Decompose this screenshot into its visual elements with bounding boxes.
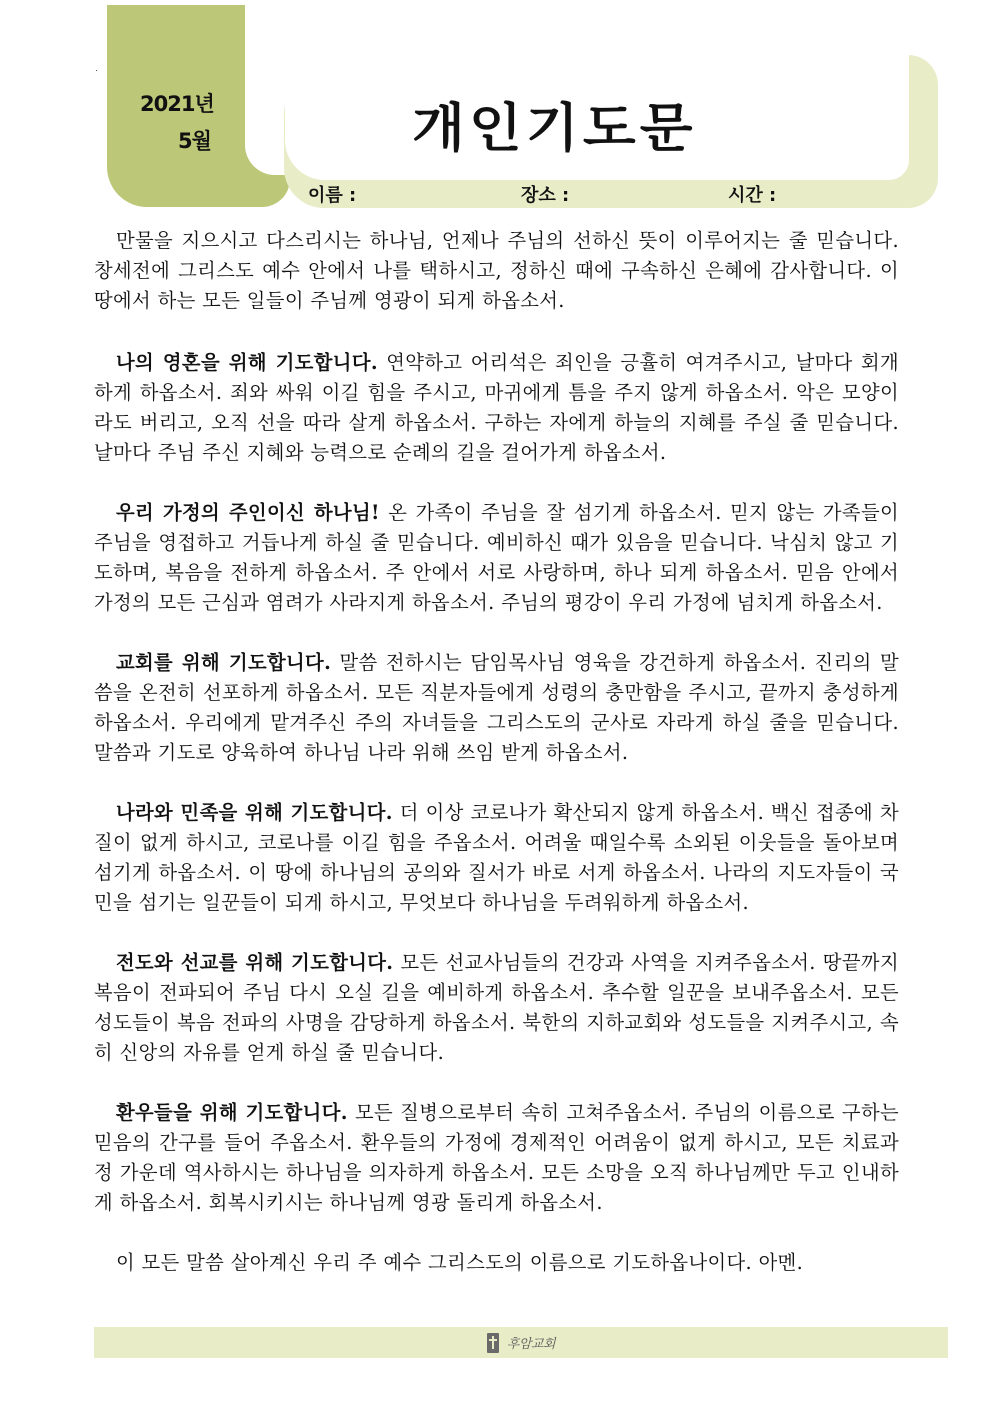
page-title: 개인기도문 bbox=[412, 99, 697, 159]
prayer-section-family: 우리 가정의 주인이신 하나님! 온 가족이 주님을 잘 섬기게 하옵소서. 믿지 않는 가족들이 주님을 영접하고 거듭나게 하실 줄 믿습니다. 예비하신 때가 있음을 믿습니다. 낙심치 않고 기도하며, 복음을 전하게 하옵소서. 주 안에서 서로 사랑하며, 하나 되게 하옵소서. 믿음 안에서 가정의 모든 근심과 염려가 사라지게 하옵소서. 주님의 평강이 우리 가정에 넘치게 하옵소서. bbox=[94, 501, 899, 614]
stray-dot bbox=[96, 70, 97, 71]
section-heading: 교회를 위해 기도합니다. bbox=[116, 651, 332, 674]
name-field-label: 이름 : bbox=[308, 185, 357, 206]
prayer-section-patients: 환우들을 위해 기도합니다. 모든 질병으로부터 속히 고쳐주옵소서. 주님의 이름으로 구하는 믿음의 간구를 들어 주옵소서. 환우들의 가정에 경제적인 어려움이 없게 하시고, 모든 치료과정 가운데 역사하시는 하나님을 의자하게 하옵소서. 모든 소망을 오직 하나님께만 두고 인내하게 하옵소서. 회복시키시는 하나님께 영광 돌리게 하옵소서. bbox=[94, 1101, 899, 1214]
prayer-section-nation: 나라와 민족을 위해 기도합니다. 더 이상 코로나가 확산되지 않게 하옵소서. 백신 접종에 차질이 없게 하시고, 코로나를 이길 힘을 주옵소서. 어려울 때일수록 소외된 이웃들을 돌아보며 섬기게 하옵소서. 이 땅에 하나님의 공의와 질서가 바로 서게 하옵소서. 나라의 지도자들이 국민을 섬기는 일꾼들이 되게 하시고, 무엇보다 하나님을 두려워하게 하옵소서. bbox=[94, 801, 899, 914]
prayer-section-mission: 전도와 선교를 위해 기도합니다. 모든 선교사님들의 건강과 사역을 지켜주옵소서. 땅끝까지 복음이 전파되어 주님 다시 오실 길을 예비하게 하옵소서. 추수할 일꾼을 보내주옵소서. 모든 성도들이 복음 전파의 사명을 감당하게 하옵소서. 북한의 지하교회와 성도들을 지켜주시고, 속히 신앙의 자유를 얻게 하실 줄 믿습니다. bbox=[94, 951, 899, 1064]
section-heading: 나라와 민족을 위해 기도합니다. bbox=[116, 801, 393, 824]
place-field-label: 장소 : bbox=[521, 185, 570, 206]
prayer-closing: 이 모든 말씀 살아계신 우리 주 예수 그리스도의 이름으로 기도하옵나이다. 아멘. bbox=[116, 1251, 804, 1274]
section-heading: 우리 가정의 주인이신 하나님! bbox=[116, 501, 380, 524]
footer-bar bbox=[94, 1327, 948, 1358]
time-field-label: 시간 : bbox=[728, 185, 777, 206]
section-heading: 환우들을 위해 기도합니다. bbox=[116, 1101, 348, 1124]
prayer-section-church: 교회를 위해 기도합니다. 말씀 전하시는 담임목사님 영육을 강건하게 하옵소서. 진리의 말씀을 온전히 선포하게 하옵소서. 모든 직분자들에게 성령의 충만함을 주시고, 끝까지 충성하게 하옵소서. 우리에게 맡겨주신 주의 자녀들을 그리스도의 군사로 자라게 하실 줄을 믿습니다. 말씀과 기도로 양육하여 하나님 나라 위해 쓰임 받게 하옵소서. bbox=[94, 651, 899, 764]
header-year: 2021년 bbox=[140, 92, 214, 116]
prayer-section-soul: 나의 영혼을 위해 기도합니다. 연약하고 어리석은 죄인을 긍휼히 여겨주시고, 날마다 회개하게 하옵소서. 죄와 싸워 이길 힘을 주시고, 마귀에게 틈을 주지 않게 하옵소서. 악은 모양이라도 버리고, 오직 선을 따라 살게 하옵소서. 구하는 자에게 하늘의 지혜를 주실 줄 믿습니다. 날마다 주님 주신 지혜와 능력으로 순례의 길을 걸어가게 하옵소서. bbox=[94, 351, 899, 464]
section-heading: 나의 영혼을 위해 기도합니다. bbox=[116, 351, 378, 374]
section-heading: 전도와 선교를 위해 기도합니다. bbox=[116, 951, 394, 974]
church-logo-text: 후암교회 bbox=[506, 1337, 556, 1352]
prayer-body bbox=[94, 226, 899, 1308]
prayer-intro: 만물을 지으시고 다스리시는 하나님, 언제나 주님의 선하신 뜻이 이루어지는 줄 믿습니다. 창세전에 그리스도 예수 안에서 나를 택하시고, 정하신 때에 구속하신 은혜에 감사합니다. 이 땅에서 하는 모든 일들이 주님께 영광이 되게 하옵소서. bbox=[94, 229, 899, 312]
cross-icon bbox=[487, 1333, 499, 1353]
header-month: 5월 bbox=[178, 129, 211, 153]
